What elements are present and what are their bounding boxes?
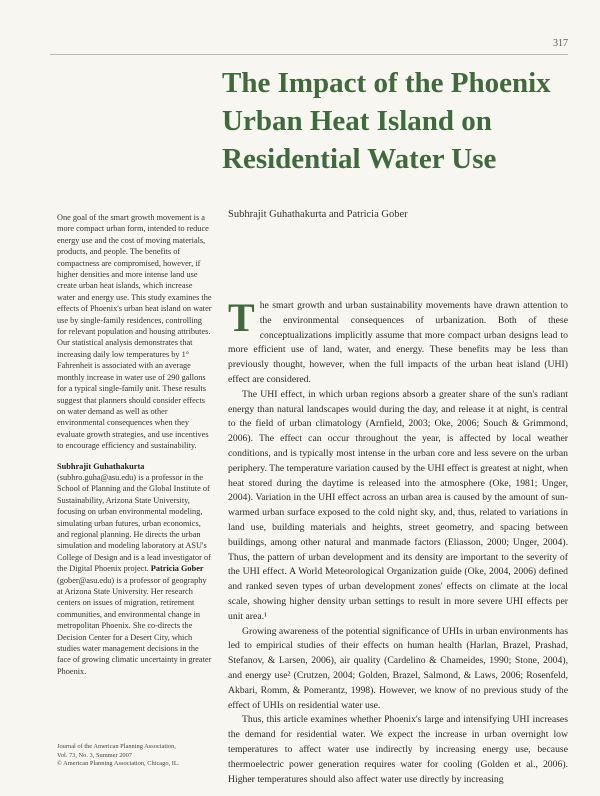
page-number: 317 [553,38,568,49]
journal-line-2: Vol. 73, No. 3, Summer 2007 [57,751,132,759]
body-paragraph-1-text: he smart growth and urban sustainability movements have drawn attention to the environmental consequences of urbanization. Both of these conceptualizations implicitly assume that more compact urban designs lead to more efficient use of land, water, and energy. These benefits may be less than previously thought, however, when the full impacts of the urban heat island (UHI) effect are considered. [228,300,568,385]
header-rule [50,54,568,55]
body-paragraph-4: Thus, this article examines whether Phoenix's large and intensifying UHI increases the demand for residential water. We expect the increase in urban overnight low temperatures to affect water use indirectly by increasing energy use, because thermoelectric power generation requires water for cooling (Golden et al., 2006). Higher temperatures should also affect water use directly by increasing [228,714,568,785]
author1-name: Subhrajit Guhathakurta [57,461,145,471]
sidebar-column [57,212,212,686]
body-paragraph-3: Growing awareness of the potential significance of UHIs in urban environments has led to empirical studies of their effects on human health (Harlan, Brazel, Prashad, Stefanov, & Larsen, 2006), air quality (Cardelino & Chameides, 1990; Stone, 2004), and energy use² (Crutzen, 2004; Golden, Brazel, Salmond, & Laws, 2006; Rosenfeld, Akbari, Romm, & Pomerantz, 1998). However, we know of no previous study of the effect of UHIs on residential water use. [228,625,568,711]
drop-cap: T [228,295,255,340]
article-authors: Subhrajit Guhathakurta and Patricia Gober [228,209,408,220]
journal-citation [57,743,212,769]
author2-bio-text: (gober@asu.edu) is a professor of geography at Arizona State University. Her research centers on issues of migration, retirement communities, and environmental change in metropolitan Phoenix. She co-directs the Decision Center for a Desert City, which studies water management decisions in the face of growing climatic uncertainty in greater Phoenix. [57,575,212,676]
author-bio [57,461,212,678]
journal-line-1: Journal of the American Planning Association, [57,743,176,750]
author1-bio-text: (subhro.guha@asu.edu) is a professor in the School of Planning and the Global Institute of Sustainability, Arizona State University, focusing on urban environmental modeling, simulating urban futures, urban economics, and regional planning. He directs the urban simulation and modeling laboratory at ASU's College of Design and is a lead investigator of the Digital Phoenix project. [57,472,211,574]
journal-line-3: © American Planning Association, Chicago, IL. [57,760,180,768]
article-title: The Impact of the Phoenix Urban Heat Island on Residential Water Use [222,67,551,175]
body-paragraph-1 [228,295,568,388]
body-paragraph-2: The UHI effect, in which urban regions absorb a greater share of the sun's radiant energy than natural landscapes would during the day, and release it at night, is central to the field of urban climatology (Arnfield, 2003; Oke, 2006; Souch & Grimmond, 2006). The effect can occur throughout the year, is affected by local weather conditions, and is typically most intense in the urban core and less severe on the urban periphery. The temperature variation caused by the UHI effect is greatest at night, when heat stored during the daytime is released into the atmosphere (Oke, 1981; Unger, 2004). Variation in the UHI effect across an urban area is caused by the amount of sun-warmed urban surface exposed to the cold night sky, and, thus, related to variations in land use, building materials and heights, street geometry, and spacing between buildings, among other natural and manmade factors (Eliasson, 2000; Unger, 2004). Thus, the pattern of urban development and its density are important to the severity of the UHI effect. A World Meteorological Organization guide (Oke, 2004, 2006) defined and ranked seven types of urban development zones' effects on climate at the local scale, showing higher density urban settings to result in more severe UHI effects per unit area.¹ [228,388,568,622]
main-body [228,295,568,787]
abstract: One goal of the smart growth movement is a more compact urban form, intended to reduce energy use and the cost of moving materials, products, and people. The benefits of compactness are compromised, however, if higher densities and more intense land use create urban heat islands, which increase water and energy use. This study examines the effects of Phoenix's urban heat island on water use by single-family residences, controlling for relevant population and housing attributes. Our statistical analysis demonstrates that increasing daily low temperatures by 1° Fahrenheit is associated with an average monthly increase in water use of 290 gallons for a typical single-family unit. These results suggest that planners should consider effects on water demand as well as other environmental consequences when they evaluate growth strategies, and use incentives to encourage efficiency and sustainability. [57,213,212,451]
author2-name: Patricia Gober [150,564,204,574]
